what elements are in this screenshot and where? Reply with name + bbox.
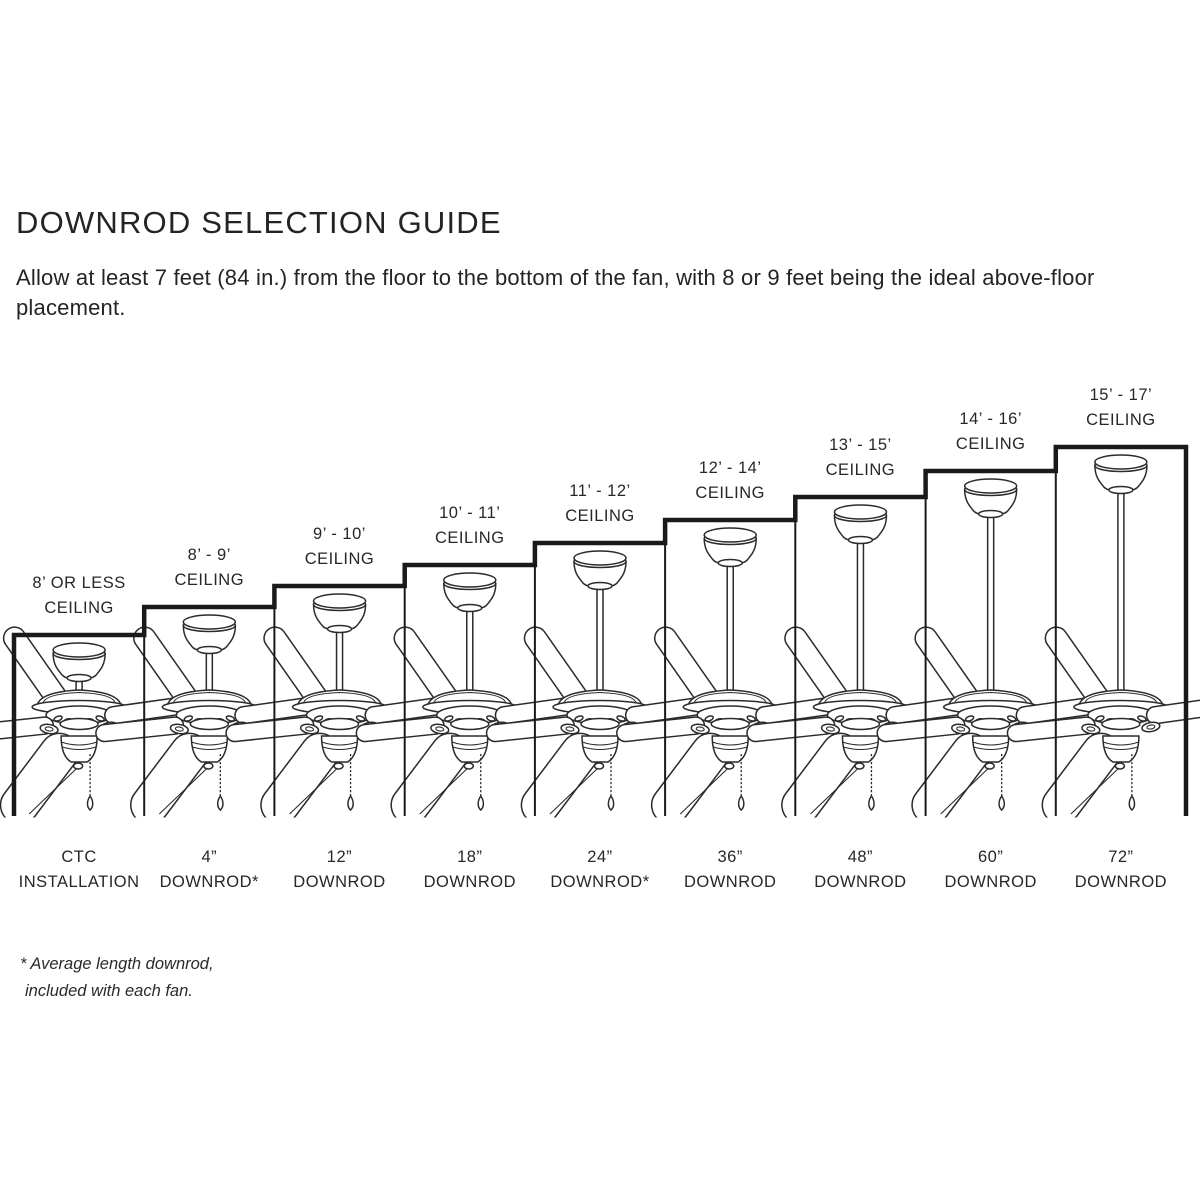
ceiling-word-text: CEILING <box>174 571 245 589</box>
downrod-size-text: 36” <box>717 848 743 866</box>
ceiling-height-label <box>1031 383 1200 433</box>
ceiling-word-text: CEILING <box>565 507 635 525</box>
downrod-word-text: DOWNROD* <box>159 873 259 891</box>
ceiling-range-text: 8’ - 9’ <box>187 546 231 564</box>
footnote-line-1: * Average length downrod, <box>20 955 214 973</box>
downrod-size-text: 12” <box>326 848 353 866</box>
downrod-word-text: DOWNROD <box>293 873 386 891</box>
downrod-word-text: DOWNROD <box>814 873 907 891</box>
ceiling-word-text: CEILING <box>304 550 375 568</box>
ceiling-fan-illustration <box>1007 455 1200 832</box>
ceiling-word-text: CEILING <box>1086 411 1156 429</box>
ceiling-range-text: 15’ - 17’ <box>1089 386 1153 404</box>
ceiling-range-text: 11’ - 12’ <box>569 482 631 500</box>
downrod-size-text: 18” <box>457 848 483 866</box>
ceiling-word-text: CEILING <box>825 461 896 479</box>
ceiling-word-text: CEILING <box>44 599 114 617</box>
intro-text: Allow at least 7 feet (84 in.) from the floor to the bottom of the fan, with 8 or 9 feet being the ideal above-floor placement. <box>16 265 1095 320</box>
downrod-word-text: DOWNROD <box>423 873 516 891</box>
downrod-word-text: DOWNROD <box>683 873 777 891</box>
ceiling-range-text: 13’ - 15’ <box>829 436 892 454</box>
footnote <box>20 951 214 1005</box>
downrod-size-text: 4” <box>201 848 218 866</box>
footnote-line-2: included with each fan. <box>25 982 193 1000</box>
page-title: DOWNROD SELECTION GUIDE <box>16 205 502 240</box>
downrod-size-text: 60” <box>978 848 1004 866</box>
ceiling-word-text: CEILING <box>435 529 505 547</box>
ceiling-range-text: 10’ - 11’ <box>439 504 501 522</box>
downrod-word-text: INSTALLATION <box>18 873 140 891</box>
ceiling-word-text: CEILING <box>695 484 765 502</box>
downrod-size-text: CTC <box>61 848 97 866</box>
downrod-word-text: DOWNROD <box>944 873 1037 891</box>
bottom-crop-mask <box>0 818 1200 844</box>
ceiling-range-text: 14’ - 16’ <box>959 410 1022 428</box>
ceiling-range-text: 8’ OR LESS <box>32 574 126 592</box>
ceiling-range-text: 9’ - 10’ <box>313 525 366 543</box>
downrod-size-text: 72” <box>1108 848 1134 866</box>
downrod-size-text: 48” <box>847 848 874 866</box>
downrod-size-text: 24” <box>587 848 613 866</box>
downrod-size-label <box>1041 845 1200 895</box>
downrod-word-text: DOWNROD* <box>550 873 650 891</box>
ceiling-range-text: 12’ - 14’ <box>698 459 762 477</box>
ceiling-word-text: CEILING <box>955 435 1026 453</box>
downrod-word-text: DOWNROD <box>1074 873 1168 891</box>
